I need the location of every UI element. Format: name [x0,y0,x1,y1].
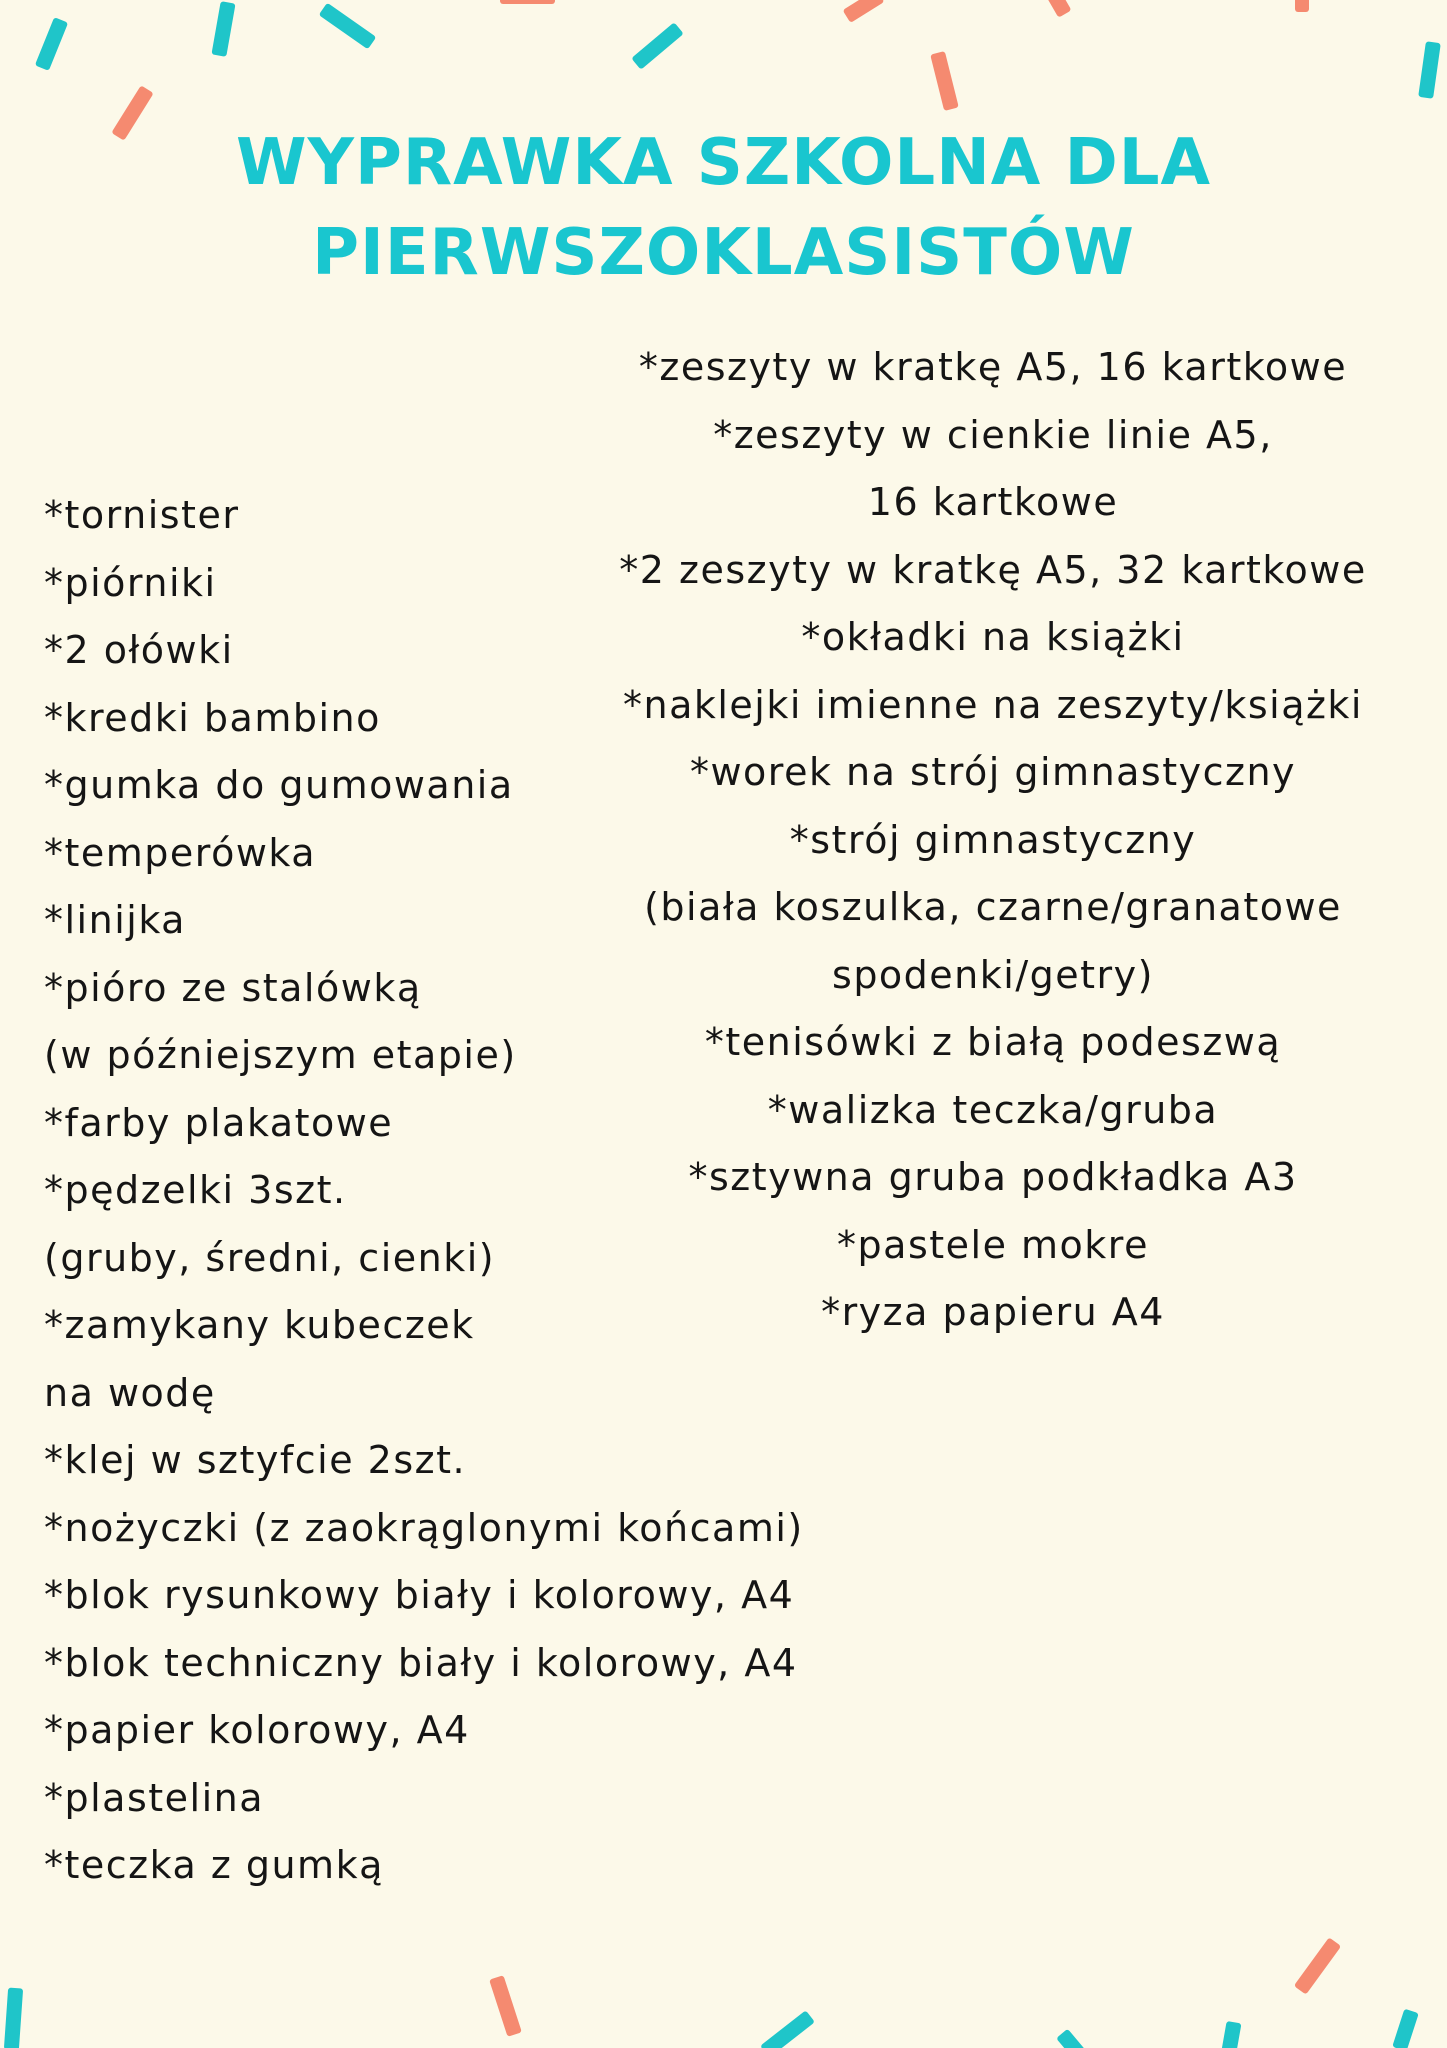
page-title [0,118,1447,298]
confetti-piece [4,1988,23,2048]
confetti-piece [1222,2021,1242,2048]
list-item: *kredki bambino [44,695,381,740]
list-item: (w późniejszym etapie) [44,1033,517,1077]
confetti-piece [1056,2029,1087,2048]
confetti-piece [1295,0,1309,12]
confetti-piece [843,0,885,23]
list-item: *blok rysunkowy biały i kolorowy, A4 [44,1573,795,1617]
list-item: *zamykany kubeczek [44,1303,475,1347]
list-item: *teczka z gumką [44,1843,384,1887]
list-item: *okładki na książki [801,615,1185,659]
list-item: *tenisówki z białą podeszwą [704,1020,1282,1064]
list-item: *pastele mokre [837,1222,1149,1267]
list-item: *walizka teczka/gruba [767,1087,1219,1132]
list-item: *gumka do gumowania [44,763,514,807]
list-item: *blok techniczny biały i kolorowy, A4 [44,1640,798,1685]
list-item: 16 kartkowe [867,480,1119,524]
list-item: *farby plakatowe [44,1100,394,1145]
list-item: *linijka [44,898,186,942]
list-item: *pióro ze stalówką [44,965,422,1010]
list-item: *pędzelki 3szt. [44,1168,347,1212]
list-item: na wodę [44,1370,216,1415]
list-item: *nożyczki (z zaokrąglonymi końcami) [44,1505,804,1550]
confetti-piece [319,3,377,50]
list-item: *zeszyty w kratkę A5, 16 kartkowe [638,345,1348,389]
list-item: *sztywna gruba podkładka A3 [688,1155,1298,1199]
list-item: *worek na strój gimnastyczny [689,750,1297,794]
title-line-1: WYPRAWKA SZKOLNA DLA [236,126,1211,200]
confetti-piece [631,22,684,69]
confetti-piece [500,0,555,4]
confetti-piece [1392,2009,1419,2048]
list-item: *tornister [44,493,240,537]
list-item: *papier kolorowy, A4 [44,1708,470,1752]
confetti-piece [35,17,68,71]
confetti-piece [930,51,959,111]
list-item: *zeszyty w cienkie linie A5, [713,412,1273,457]
confetti-piece [1294,1937,1341,1994]
list-item: *ryza papieru A4 [821,1290,1165,1334]
list-item: (gruby, średni, cienki) [44,1235,496,1280]
list-item: *naklejki imienne na zeszyty/książki [622,682,1363,727]
list-item: *piórniki [44,560,217,605]
confetti-piece [211,1,235,57]
list-item: *strój gimnastyczny [789,817,1197,862]
confetti-piece [760,2010,815,2048]
confetti-piece [489,1975,522,2037]
list-item: *2 zeszyty w kratkę A5, 32 kartkowe [619,547,1367,592]
supplies-list-right [568,334,1418,1347]
list-item: *klej w sztyfcie 2szt. [44,1438,467,1482]
list-item: spodenki/getry) [832,952,1154,997]
confetti-piece [1044,0,1072,18]
list-item: *temperówka [44,830,317,875]
list-item: *plastelina [44,1775,265,1820]
confetti-piece [1418,41,1441,99]
list-item: (biała koszulka, czarne/granatowe [644,885,1342,929]
title-line-2: PIERWSZOKLASISTÓW [312,216,1135,290]
list-item: *2 ołówki [44,628,234,672]
